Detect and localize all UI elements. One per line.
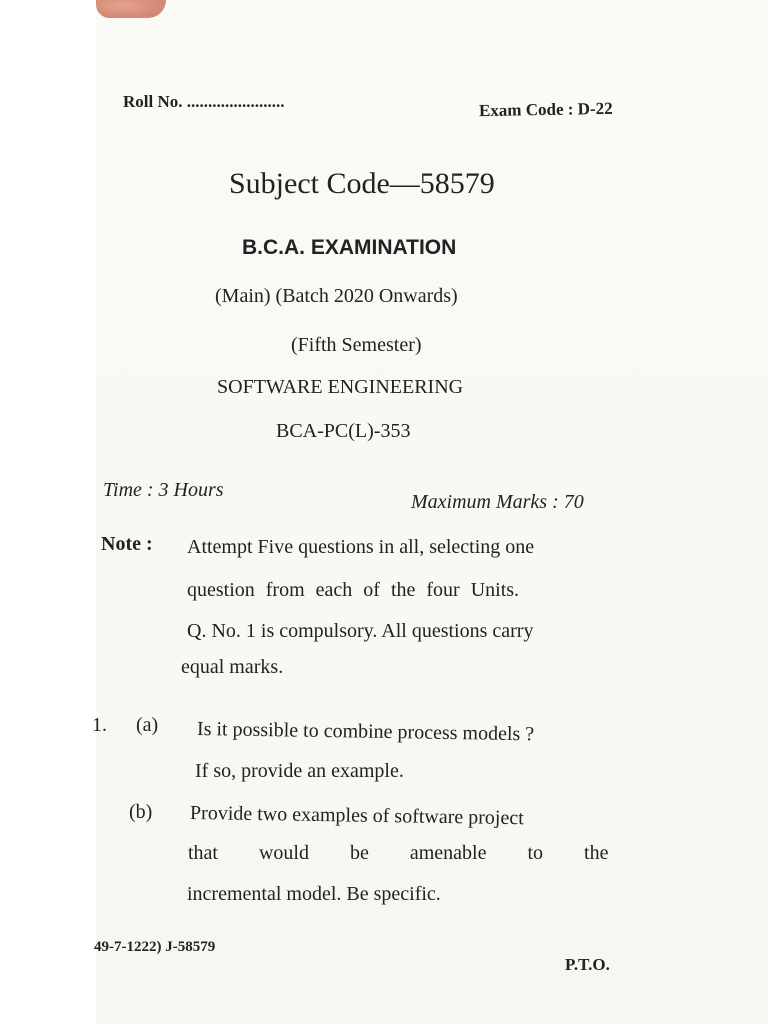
question-part-b-text: Provide two examples of software project (189, 802, 524, 830)
subject-code: Subject Code—58579 (229, 167, 495, 200)
note-line: Attempt Five questions in all, selecting one (187, 536, 535, 558)
batch-info: (Main) (Batch 2020 Onwards) (215, 285, 458, 307)
maximum-marks: Maximum Marks : 70 (411, 491, 584, 513)
subject-name: SOFTWARE ENGINEERING (217, 376, 464, 398)
note-line: question from each of the four Units. (187, 579, 520, 601)
note-label: Note : (101, 533, 153, 555)
exam-code: Exam Code : D-22 (478, 98, 613, 121)
footer-paper-id: 49-7-1222) J-58579 (94, 939, 216, 955)
question-part-b-text: that would be amenable to the (188, 842, 609, 864)
examination-title: B.C.A. EXAMINATION (242, 236, 457, 259)
roll-number-field: Roll No. ....................... (123, 92, 285, 111)
paper-code: BCA-PC(L)-353 (276, 420, 411, 442)
question-part-a-label: (a) (136, 714, 159, 736)
question-part-a-text: If so, provide an example. (195, 760, 404, 782)
please-turn-over: P.T.O. (565, 955, 610, 974)
question-number: 1. (92, 714, 107, 736)
note-line: equal marks. (181, 656, 284, 678)
note-line: Q. No. 1 is compulsory. All questions carry (187, 620, 534, 642)
finger-photo-artifact (96, 0, 166, 18)
semester: (Fifth Semester) (291, 334, 422, 356)
question-part-b-label: (b) (129, 801, 153, 823)
question-part-b-text: incremental model. Be specific. (187, 883, 441, 905)
question-part-a-text: Is it possible to combine process models ? (196, 718, 535, 746)
time-allowed: Time : 3 Hours (103, 479, 224, 501)
